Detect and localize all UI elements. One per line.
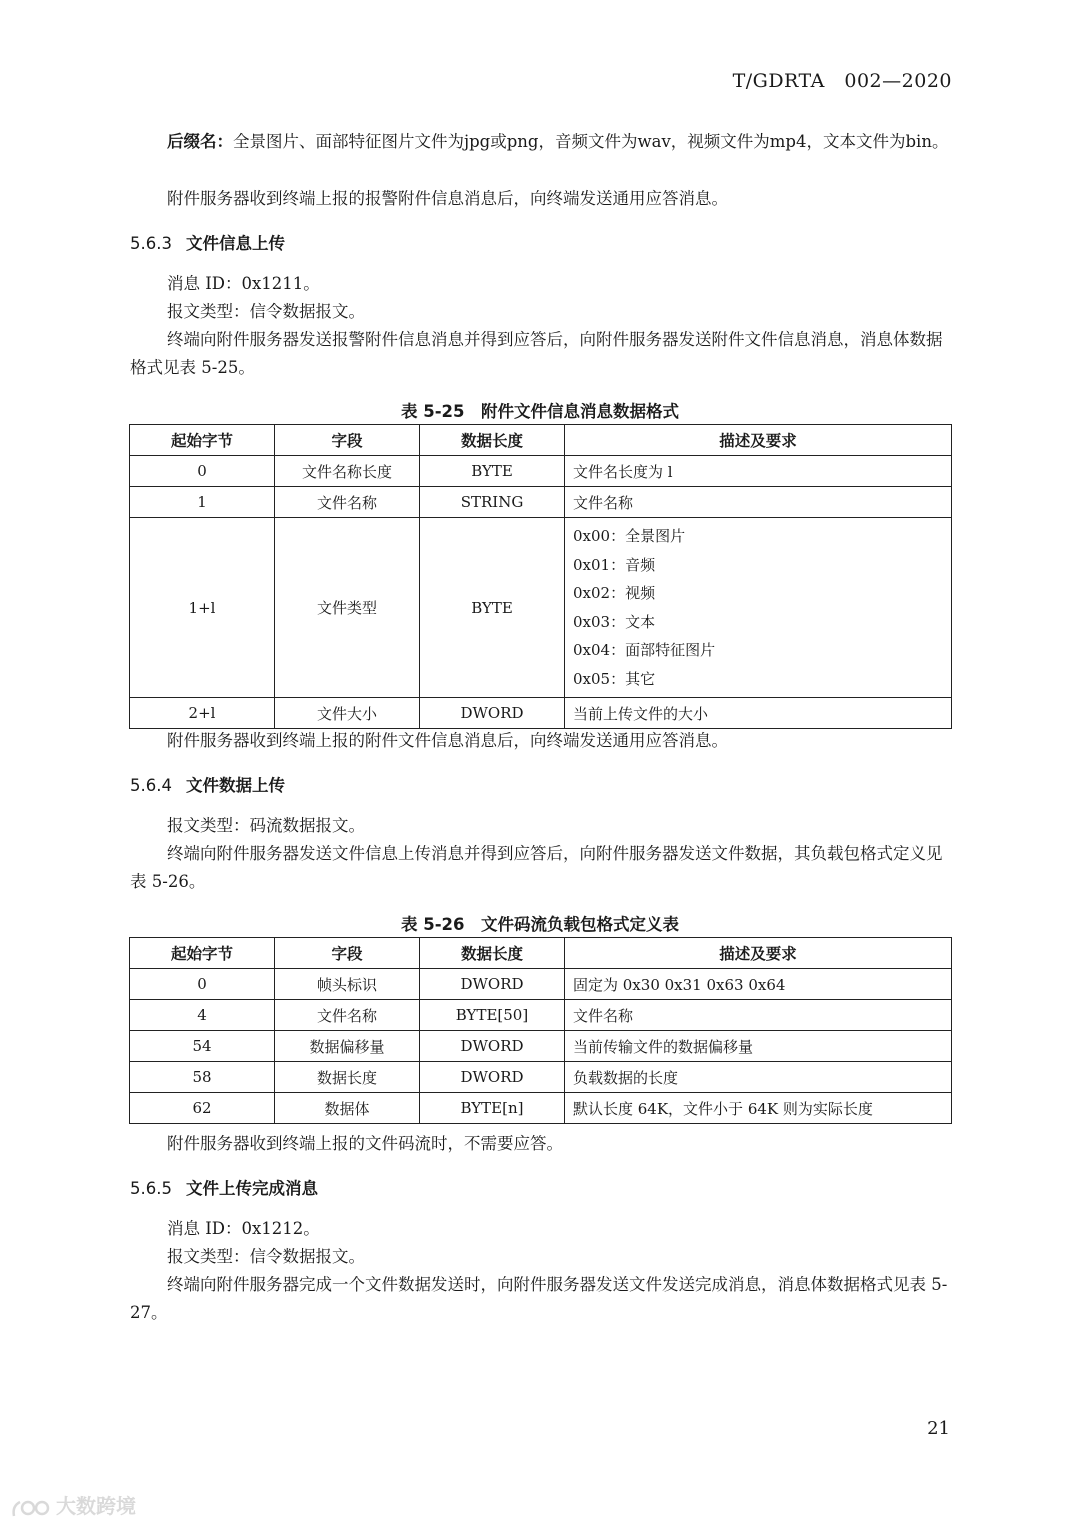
cell-field: 文件名称: [275, 1000, 420, 1031]
type-option: 0x04：面部特征图片: [573, 641, 716, 659]
watermark: [10, 1490, 136, 1520]
watermark-text: 大数跨境: [56, 1494, 136, 1518]
type-option: 0x05：其它: [573, 669, 656, 688]
type-option: 0x02：视频: [573, 584, 656, 602]
cell-length: DWORD: [420, 969, 565, 1000]
cell-desc: 当前传输文件的数据偏移量: [565, 1031, 952, 1062]
table-5-25-caption: 表 5-25 附件文件信息消息数据格式: [400, 402, 680, 421]
section-5-6-4-heading: [130, 772, 285, 796]
cell-desc: 文件名长度为 l: [565, 456, 952, 487]
cell-length: BYTE: [420, 456, 565, 487]
cell-start: 1+l: [130, 518, 275, 698]
cell-desc: 负载数据的长度: [565, 1062, 952, 1093]
table-row: [130, 456, 952, 487]
table-row: [130, 518, 952, 698]
cell-field: 帧头标识: [275, 969, 420, 1000]
table-row: [130, 487, 952, 518]
table-header-row: [130, 938, 952, 969]
reply-paragraph-1: 附件服务器收到终端上报的报警附件信息消息后，向终端发送通用应答消息。: [167, 189, 728, 208]
type-option: 0x01：音频: [573, 555, 656, 574]
reply-paragraph-3: 附件服务器收到终端上报的文件码流时，不需要应答。: [167, 1134, 563, 1153]
header-start-byte: 起始字节: [130, 425, 275, 456]
section-number: 5.6.3: [130, 234, 172, 253]
cell-length: DWORD: [420, 698, 565, 729]
cell-start: 2+l: [130, 698, 275, 729]
header-field: 字段: [275, 425, 420, 456]
msg-id-5-6-3: 消息 ID：0x1211。: [167, 274, 320, 293]
cell-field: 文件类型: [275, 518, 420, 698]
cell-desc: 文件名称: [565, 1000, 952, 1031]
cell-field: 数据长度: [275, 1062, 420, 1093]
standard-code: T/GDRTA 002—2020: [732, 70, 952, 92]
cell-field: 文件大小: [275, 698, 420, 729]
page-number: 21: [927, 1418, 950, 1439]
reply-paragraph-2: 附件服务器收到终端上报的附件文件信息消息后，向终端发送通用应答消息。: [167, 731, 728, 750]
cell-desc: 默认长度 64K，文件小于 64K 则为实际长度: [565, 1093, 952, 1124]
type-option: 0x00：全景图片: [573, 527, 686, 545]
cell-length: STRING: [420, 487, 565, 518]
desc-5-6-5: 终端向附件服务器完成一个文件数据发送时，向附件服务器发送文件发送完成消息，消息体数据格式见表 5-27。: [130, 1275, 948, 1322]
section-title: 文件上传完成消息: [185, 1179, 318, 1198]
section-title: 文件数据上传: [185, 776, 285, 795]
msg-id-5-6-5: 消息 ID：0x1212。: [167, 1219, 320, 1238]
table-row: [130, 1093, 952, 1124]
cell-field: 数据体: [275, 1093, 420, 1124]
table-row: [130, 1031, 952, 1062]
watermark-logo-icon: [10, 1496, 52, 1520]
section-title: 文件信息上传: [185, 234, 285, 253]
table-row: [130, 969, 952, 1000]
msg-type-5-6-4: 报文类型：码流数据报文。: [167, 816, 365, 835]
section-5-6-3-heading: [130, 230, 285, 254]
cell-desc: 文件名称: [565, 487, 952, 518]
suffix-paragraph: [130, 128, 952, 156]
header-start-byte: 起始字节: [130, 938, 275, 969]
cell-start: 54: [130, 1031, 275, 1062]
desc-5-6-3: 终端向附件服务器发送报警附件信息消息并得到应答后，向附件服务器发送附件文件信息消息，消息体数据格式见表 5-25。: [130, 330, 943, 377]
cell-field: 数据偏移量: [275, 1031, 420, 1062]
suffix-text: 全景图片、面部特征图片文件为jpg或png，音频文件为wav，视频文件为mp4，文本文件为bin。: [233, 132, 949, 151]
cell-start: 4: [130, 1000, 275, 1031]
cell-length: DWORD: [420, 1062, 565, 1093]
section-number: 5.6.5: [130, 1179, 172, 1198]
cell-desc: 固定为 0x30 0x31 0x63 0x64: [565, 969, 952, 1000]
table-row: [130, 1062, 952, 1093]
table-row: [130, 698, 952, 729]
table-header-row: [130, 425, 952, 456]
suffix-label: 后缀名：: [167, 132, 233, 151]
cell-start: 0: [130, 969, 275, 1000]
header-field: 字段: [275, 938, 420, 969]
cell-start: 0: [130, 456, 275, 487]
header-description: 描述及要求: [565, 938, 952, 969]
cell-start: 62: [130, 1093, 275, 1124]
cell-start: 1: [130, 487, 275, 518]
cell-length: BYTE[n]: [420, 1093, 565, 1124]
cell-desc: 当前上传文件的大小: [565, 698, 952, 729]
cell-length: BYTE: [420, 518, 565, 698]
table-5-26: [129, 937, 952, 1124]
cell-field: 文件名称: [275, 487, 420, 518]
cell-start: 58: [130, 1062, 275, 1093]
cell-desc-type-list: [565, 518, 952, 698]
cell-length: DWORD: [420, 1031, 565, 1062]
desc-5-6-4: 终端向附件服务器发送文件信息上传消息并得到应答后，向附件服务器发送文件数据，其负载包格式定义见表 5-26。: [130, 844, 943, 891]
table-row: [130, 1000, 952, 1031]
cell-length: BYTE[50]: [420, 1000, 565, 1031]
header-data-length: 数据长度: [420, 938, 565, 969]
table-5-25: [129, 424, 952, 729]
section-5-6-5-heading: [130, 1175, 318, 1199]
msg-type-5-6-5: 报文类型：信令数据报文。: [167, 1247, 365, 1266]
header-description: 描述及要求: [565, 425, 952, 456]
cell-field: 文件名称长度: [275, 456, 420, 487]
section-number: 5.6.4: [130, 776, 172, 795]
type-option: 0x03：文本: [573, 612, 656, 631]
header-data-length: 数据长度: [420, 425, 565, 456]
msg-type-5-6-3: 报文类型：信令数据报文。: [167, 302, 365, 321]
table-5-26-caption: 表 5-26 文件码流负载包格式定义表: [400, 915, 680, 934]
